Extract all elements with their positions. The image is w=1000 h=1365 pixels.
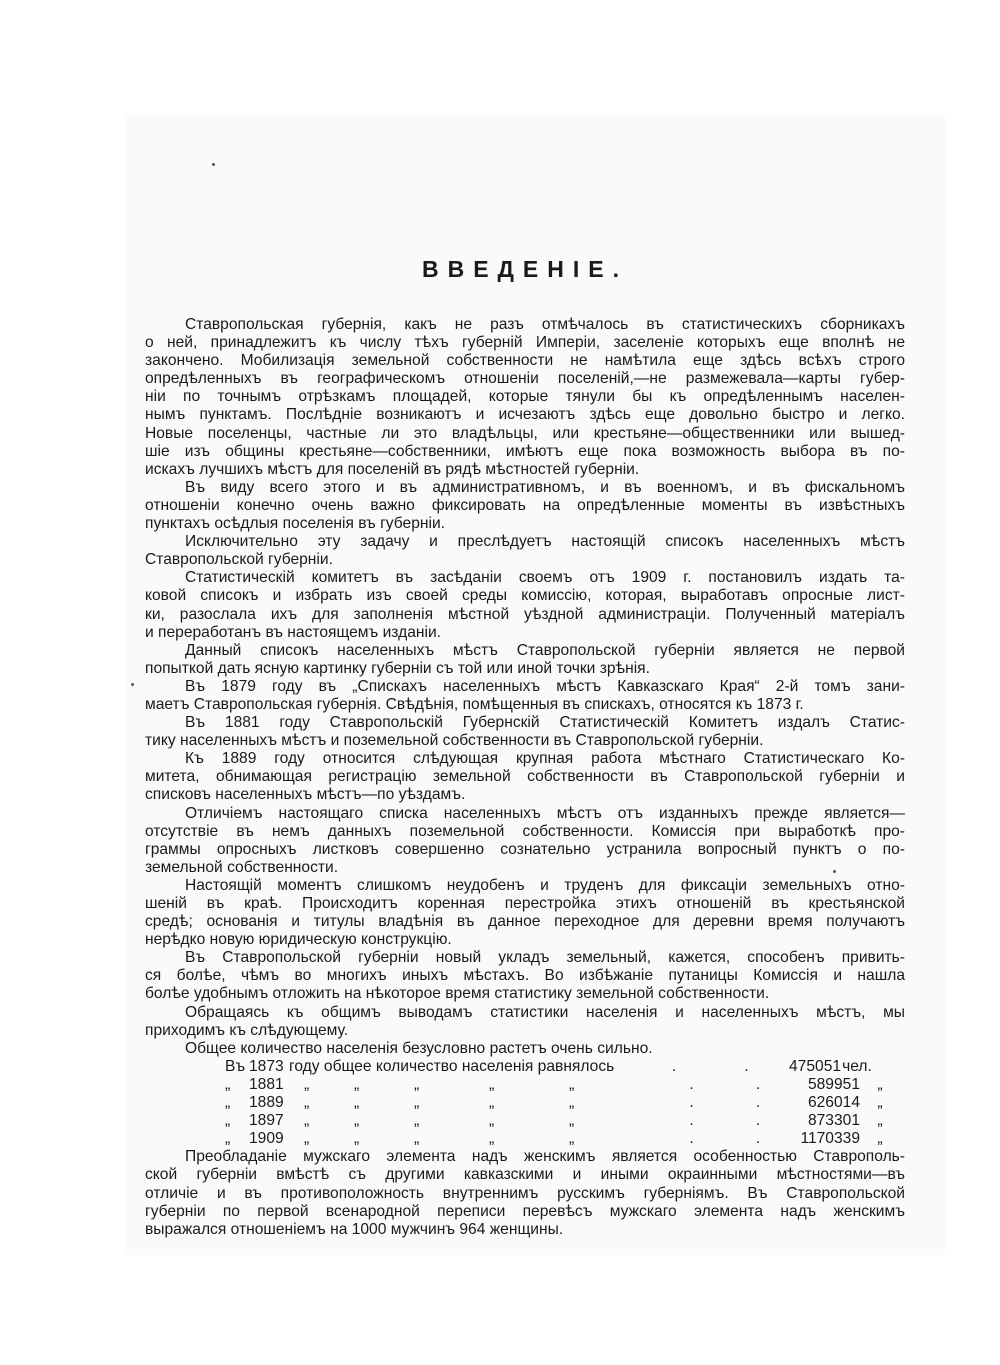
text-line: опредѣленныхъ въ географическомъ отношеніи поселеній,—не размежевала—карты губер- (145, 370, 905, 388)
text-line: Преобладаніе мужскаго элемента надъ женскимъ является особенностью Ставрополь- (185, 1148, 905, 1166)
text-line: нымъ пунктамъ. Послѣдніе возникаютъ и исчезаютъ здѣсь еще довольно быстро и легко. (145, 406, 905, 424)
paragraph (145, 316, 905, 479)
text-line: выражался отношеніемъ на 1000 мужчинъ 964 женщины. (145, 1220, 564, 1238)
text-line: Статистическій комитетъ въ засѣданіи своемъ отъ 1909 г. постановилъ издать та- (185, 569, 905, 587)
paragraph (145, 877, 905, 949)
text-line: ки, разослала ихъ для заполненія мѣстной уѣздной администраціи. Полученный матеріалъ (145, 605, 905, 623)
paragraph (145, 533, 905, 569)
unit: „ (877, 1112, 883, 1130)
text-line: Исключительно эту задачу и преслѣдуетъ настоящій списокъ населенныхъ мѣстъ (185, 533, 905, 551)
paragraph (145, 1040, 905, 1058)
unit: чел. (842, 1057, 872, 1075)
population-table (145, 1058, 905, 1148)
year: 1889 (249, 1094, 284, 1112)
population-value: 626014 (807, 1094, 860, 1112)
ditto-mark: „ (489, 1130, 495, 1148)
unit: „ (877, 1130, 883, 1148)
text-line: отсутствіе въ немъ данныхъ поземельной собственности. Комиссія при выработкѣ про- (145, 822, 905, 840)
body-text (145, 316, 905, 1239)
text-line: Въ виду всего этого и въ административномъ, и въ военномъ, и въ фискальномъ (185, 478, 905, 496)
scan-speck (131, 683, 134, 686)
text-line: шіе изъ общины крестьяне—собственники, имѣютъ еще пока возможность выбора въ по- (145, 442, 905, 460)
ditto-mark: „ (304, 1094, 310, 1112)
ditto-mark: „ (569, 1130, 575, 1148)
text-line: нерѣдко новую юридическую конструкцію. (145, 931, 452, 949)
paragraph (145, 1148, 905, 1238)
population-value: 589951 (807, 1075, 860, 1093)
scan-speck (212, 163, 215, 166)
text-line: Въ Ставропольской губерніи новый укладъ земельный, кажется, способенъ привить- (185, 949, 905, 967)
paragraph (145, 642, 905, 678)
ditto-mark: „ (414, 1130, 420, 1148)
text-line: тику населенныхъ мѣстъ и поземельной собственности въ Ставропольской губерніи. (145, 732, 764, 750)
leader-dot: . (755, 1094, 761, 1112)
text-line: Данный списокъ населенныхъ мѣстъ Ставропольской губерніи является не первой (185, 641, 905, 659)
text-line: земельной собственности. (145, 858, 339, 876)
leader-dot: . (689, 1094, 694, 1112)
text-line: средѣ; основанія и титулы владѣнія въ данное переходное для деревни время получаютъ (145, 913, 905, 931)
text-line: и переработанъ въ настоящемъ изданіи. (145, 623, 441, 641)
text-line: Обращаясь къ общимъ выводамъ статистики населенія и населенныхъ мѣстъ, мы (185, 1003, 905, 1021)
text-line: отличіе и въ противоположность внутреннимъ русскимъ губерніямъ. Въ Ставропольской (145, 1184, 905, 1202)
ditto-mark: „ (225, 1094, 231, 1112)
table-row (225, 1076, 905, 1094)
leader-dot: . (755, 1075, 761, 1093)
row-prefix: Въ (225, 1057, 246, 1075)
paragraph (145, 805, 905, 877)
ditto-mark: „ (569, 1075, 575, 1093)
paragraph (145, 949, 905, 1003)
leader-dot: . (744, 1057, 749, 1075)
text-line: приходимъ къ слѣдующему. (145, 1021, 349, 1039)
ditto-mark: „ (489, 1094, 495, 1112)
table-row (225, 1058, 905, 1076)
text-line: Общее количество населенія безусловно растетъ очень сильно. (185, 1039, 653, 1057)
year: 1909 (249, 1130, 284, 1148)
ditto-mark: „ (304, 1112, 310, 1130)
paragraph (145, 479, 905, 533)
population-value: 873301 (807, 1112, 860, 1130)
text-line: о ней, принадлежитъ къ числу тѣхъ губерній Имперіи, заселеніе которыхъ еще вполнѣ не (145, 334, 905, 352)
table-row (225, 1130, 905, 1148)
row-label: году общее количество населенія равнялось (289, 1057, 615, 1075)
paragraph (145, 750, 905, 804)
ditto-mark: „ (225, 1130, 231, 1148)
paragraph (145, 1004, 905, 1040)
text-line: шеній въ краѣ. Происходитъ коренная перестройка этихъ отношеній въ крестьянской (145, 895, 905, 912)
unit: „ (877, 1094, 883, 1112)
leader-dot: . (689, 1112, 694, 1130)
ditto-mark: „ (489, 1112, 495, 1130)
ditto-mark: „ (354, 1075, 360, 1093)
year: 1897 (249, 1112, 284, 1130)
ditto-mark: „ (225, 1112, 231, 1130)
leader-dot: . (689, 1075, 694, 1093)
ditto-mark: „ (354, 1130, 360, 1148)
ditto-mark: „ (354, 1112, 360, 1130)
unit: „ (877, 1075, 883, 1093)
ditto-mark: „ (489, 1075, 495, 1093)
text-line: маетъ Ставропольская губернія. Свѣдѣнія, помѣщенныя въ спискахъ, относятся къ 1873 г. (145, 695, 804, 713)
ditto-mark: „ (225, 1075, 231, 1093)
ditto-mark: „ (354, 1094, 360, 1112)
text-line: Въ 1881 году Ставропольскій Губернскій Статистическій Комитетъ издалъ Статис- (185, 714, 905, 732)
page-title: ВВЕДЕНІЕ. (421, 256, 629, 282)
paragraph (145, 569, 905, 641)
leader-dot: . (755, 1112, 761, 1130)
ditto-mark: „ (414, 1094, 420, 1112)
text-line: Въ 1879 году въ „Спискахъ населенныхъ мѣстъ Кавказскаго Края“ 2-й томъ зани- (185, 677, 905, 695)
year: 1881 (249, 1075, 284, 1093)
text-line: ся болѣе, чѣмъ во многихъ иныхъ мѣстахъ. Во избѣжаніе путаницы Комиссія и нашла (145, 967, 905, 985)
ditto-mark: „ (414, 1075, 420, 1093)
text-line: болѣе удобнымъ отложить на нѣкоторое время статистику земельной собственности. (145, 985, 770, 1003)
text-line: закончено. Мобилизація земельной собственности не намѣтила еще здѣсь всѣхъ строго (145, 352, 905, 370)
text-line: Къ 1889 году относится слѣдующая крупная работа мѣстнаго Статистическаго Ко- (185, 750, 905, 768)
text-line: Отличіемъ настоящаго списка населенныхъ мѣстъ отъ изданныхъ прежде является— (185, 804, 905, 822)
text-line: Настоящій моментъ слишкомъ неудобенъ и труденъ для фиксаціи земельныхъ отно- (185, 876, 905, 894)
ditto-mark: „ (414, 1112, 420, 1130)
text-line: Ставропольская губернія, какъ не разъ отмѣчалось въ статистическихъ сборникахъ (185, 316, 905, 333)
ditto-mark: „ (304, 1075, 310, 1093)
text-line: Ставропольской губерніи. (145, 551, 333, 569)
text-line: губерніи по первой всенародной переписи перевѣсъ мужскаго элемента надъ женскимъ (145, 1202, 905, 1220)
ditto-mark: „ (569, 1112, 575, 1130)
text-line: Новые поселенцы, частные ли это владѣльцы, или крестьяне—общественники или вышед- (145, 424, 905, 442)
text-line: ковой списокъ и избрать изъ своей среды комиссію, которая, выработавъ опросные лист- (145, 587, 905, 605)
ditto-mark: „ (304, 1130, 310, 1148)
leader-dot: . (689, 1130, 694, 1148)
population-value: 475051 (789, 1057, 842, 1075)
text-line: ніи по точнымъ отрѣзкамъ площадей, которые тянули бы къ опредѣленнымъ населен- (145, 388, 905, 406)
ditto-mark: „ (569, 1094, 575, 1112)
text-line: отношеніи конечно очень важно фиксировать на опредѣленные моменты въ извѣстныхъ (145, 496, 905, 514)
paragraph (145, 714, 905, 750)
text-line: искахъ лучшихъ мѣстъ для поселеній въ рядѣ мѣстностей губерніи. (145, 460, 640, 478)
leader-dot: . (755, 1130, 761, 1148)
text-line: ской губерніи вмѣстѣ съ другими кавказскими и иными окраинными мѣстностями—въ (145, 1166, 905, 1184)
text-line: списковъ населенныхъ мѣстъ—по уѣздамъ. (145, 786, 466, 804)
table-row (225, 1112, 905, 1130)
population-value: 1170339 (800, 1130, 860, 1148)
year: 1873 (249, 1057, 284, 1075)
table-row (225, 1094, 905, 1112)
text-line: попыткой дать ясную картинку губерніи съ той или иной точки зрѣнія. (145, 659, 650, 677)
text-line: граммы опросныхъ листковъ совершенно сознательно устранила вопросный пунктъ о по- (145, 840, 905, 858)
leader-dot: . (671, 1057, 677, 1075)
text-line: пунктахъ осѣдлыя поселенія въ губерніи. (145, 515, 445, 533)
paragraph (145, 678, 905, 714)
text-line: митета, обнимающая регистрацію земельной собственности въ Ставропольской губерніи и (145, 768, 905, 786)
